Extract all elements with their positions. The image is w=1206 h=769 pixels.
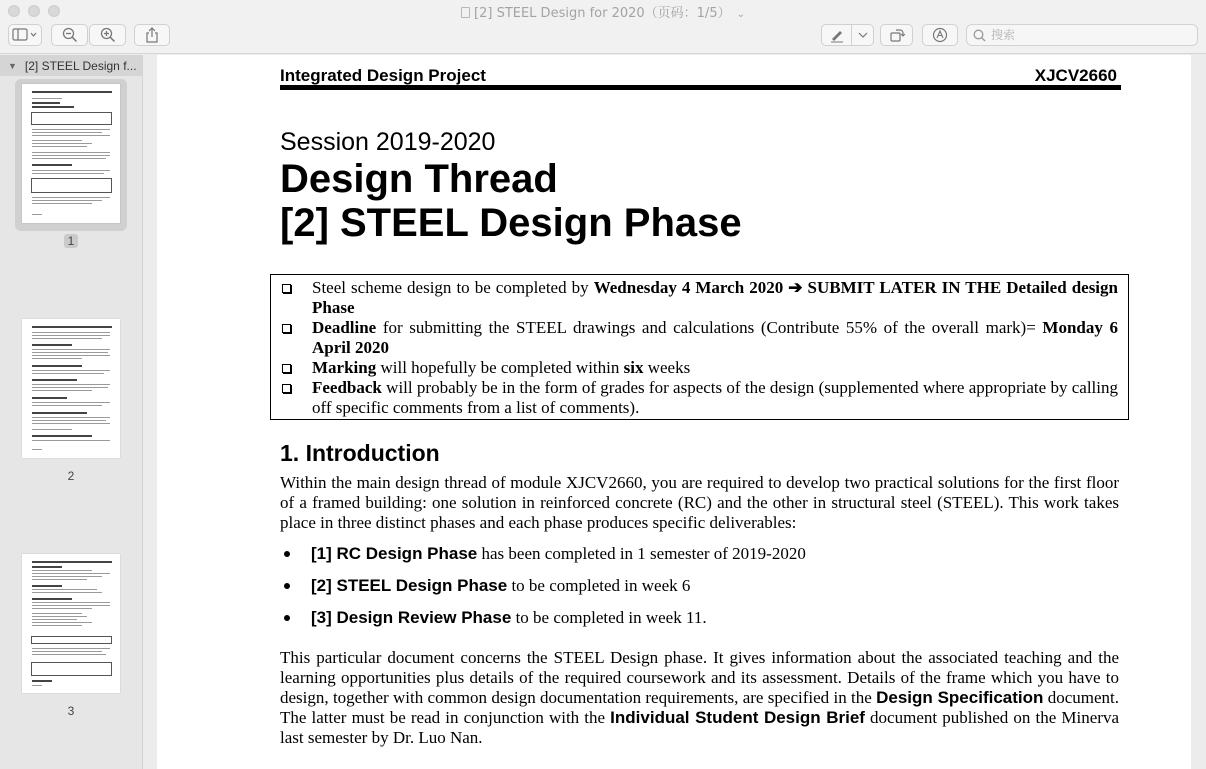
- item-text: will probably be in the form of grades for aspects of the design (supplemented where appropriate by calling off specific comments from a list of comments).: [312, 378, 1118, 417]
- phase-name: [1] RC Design Phase: [311, 544, 478, 563]
- bullet-icon: [284, 551, 290, 557]
- window-title-text: [2] STEEL Design for 2020（页码：1/5）: [474, 6, 731, 21]
- phase-list-item: [280, 608, 707, 628]
- window-title[interactable]: [0, 2, 1206, 21]
- page-header: [280, 65, 1121, 90]
- page-number-1: [0, 234, 142, 248]
- item-bold-text: Wednesday 4 March 2020 ➔ SUBMIT LATER IN THE Detailed design Phase: [312, 278, 1118, 317]
- item-text: will hopefully be completed within: [376, 358, 624, 377]
- document-viewer[interactable]: [143, 55, 1206, 769]
- checkbox-icon: [282, 384, 291, 393]
- markup-pen-icon: [829, 27, 845, 43]
- item-text: weeks: [643, 358, 691, 377]
- window-toolbar: [0, 0, 1206, 54]
- item-bold-text: Deadline: [312, 318, 377, 337]
- item-text: for submitting the STEEL drawings and calculations (Contribute 55% of the overall mark)=: [376, 318, 1043, 337]
- rotate-icon: [889, 27, 905, 43]
- chevron-down-icon: ⌄: [736, 9, 745, 20]
- intro-paragraph: Within the main design thread of module XJCV2660, you are required to develop two practical solutions for the first floor of a framed building: one solution in reinforced concrete (RC) and the other in structural steel (STEEL). This work takes place in three distinct phases and each phase produces specific deliverables:: [280, 473, 1119, 532]
- sidebar-toggle-icon: [12, 28, 38, 42]
- zoom-in-button[interactable]: [89, 24, 126, 46]
- markup-menu-button[interactable]: [851, 24, 874, 46]
- paragraph-text: document published on the Minerva last semester by Dr. Luo Nan.: [280, 708, 1119, 747]
- share-icon: [145, 27, 159, 43]
- item-bold-text: Marking: [312, 358, 377, 377]
- zoom-out-button[interactable]: [51, 24, 88, 46]
- document-title-line1: Design Thread: [280, 157, 558, 201]
- session-label: Session 2019-2020: [280, 128, 496, 156]
- bullet-icon: [284, 615, 290, 621]
- phase-text: to be completed in week 11.: [511, 608, 707, 627]
- page-number-1-label: 1: [64, 234, 79, 248]
- checkbox-icon: [282, 284, 291, 293]
- page-number-3-label: 3: [67, 704, 75, 718]
- search-field[interactable]: [966, 24, 1198, 46]
- phase-list-item: [280, 544, 806, 564]
- section-heading-introduction: 1. Introduction: [280, 440, 440, 466]
- page-thumbnail-1[interactable]: [22, 84, 120, 223]
- document-page: [157, 55, 1191, 769]
- sidebar-document-header[interactable]: [0, 55, 142, 76]
- search-input[interactable]: [991, 28, 1181, 42]
- disclosure-triangle-icon[interactable]: ▼: [8, 60, 17, 71]
- item-text: Steel scheme design to be completed by: [312, 278, 594, 297]
- paragraph-text: document. The latter must be read in conjunction with the: [280, 688, 1119, 727]
- phase-name: [3] Design Review Phase: [311, 608, 512, 627]
- zoom-in-icon: [100, 27, 116, 43]
- viewer-scroll-gutter[interactable]: [1191, 55, 1206, 769]
- phase-text: has been completed in 1 semester of 2019-2020: [477, 544, 806, 563]
- page-number-2: [0, 469, 142, 483]
- page-thumbnail-3[interactable]: [22, 554, 120, 693]
- share-button[interactable]: [134, 24, 170, 46]
- checkbox-icon: [282, 364, 291, 373]
- deadline-item-feedback: [281, 378, 1118, 418]
- annotate-icon: [932, 27, 948, 43]
- document-title-line2: [2] STEEL Design Phase: [280, 201, 742, 245]
- search-icon: [973, 29, 986, 42]
- header-project-title: Integrated Design Project: [280, 66, 486, 85]
- rotate-button[interactable]: [880, 24, 913, 46]
- item-bold-text: Feedback: [312, 378, 382, 397]
- design-brief-ref: Individual Student Design Brief: [610, 708, 865, 727]
- item-bold-text: Monday 6 April 2020: [312, 318, 1118, 357]
- phase-name: [2] STEEL Design Phase: [311, 576, 508, 595]
- chevron-down-icon: [858, 31, 868, 39]
- deadline-box: [270, 274, 1129, 420]
- item-bold-text: six: [623, 358, 644, 377]
- markup-button[interactable]: [821, 24, 852, 46]
- phase-text: to be completed in week 6: [507, 576, 691, 595]
- sidebar-toggle-button[interactable]: [8, 24, 42, 46]
- design-specification-ref: Design Specification: [876, 688, 1044, 707]
- header-module-code: XJCV2660: [1034, 66, 1117, 85]
- thumbnail-sidebar: [0, 55, 143, 769]
- sidebar-document-name: [2] STEEL Design f...: [24, 58, 137, 73]
- deadline-item-submission: [281, 318, 1118, 358]
- checkbox-icon: [282, 324, 291, 333]
- page-thumbnail-2[interactable]: [22, 319, 120, 458]
- page-number-3: [0, 704, 142, 718]
- annotate-button[interactable]: [922, 24, 958, 46]
- deadline-item-marking: [281, 358, 1118, 378]
- paragraph-text: This particular document concerns the STEEL Design phase. It gives information about the associated teaching and the learning opportunities plus details of the required coursework and its assessment. Details of the frame which you have to design, together with common design documentation requirements, are specified in the: [280, 648, 1119, 707]
- zoom-out-icon: [62, 27, 78, 43]
- steel-phase-paragraph: [280, 648, 1119, 748]
- bullet-icon: [284, 583, 290, 589]
- phase-list-item: [280, 576, 690, 596]
- page-number-2-label: 2: [67, 469, 75, 483]
- deadline-item-scheme: [281, 278, 1118, 318]
- document-icon: [461, 7, 470, 18]
